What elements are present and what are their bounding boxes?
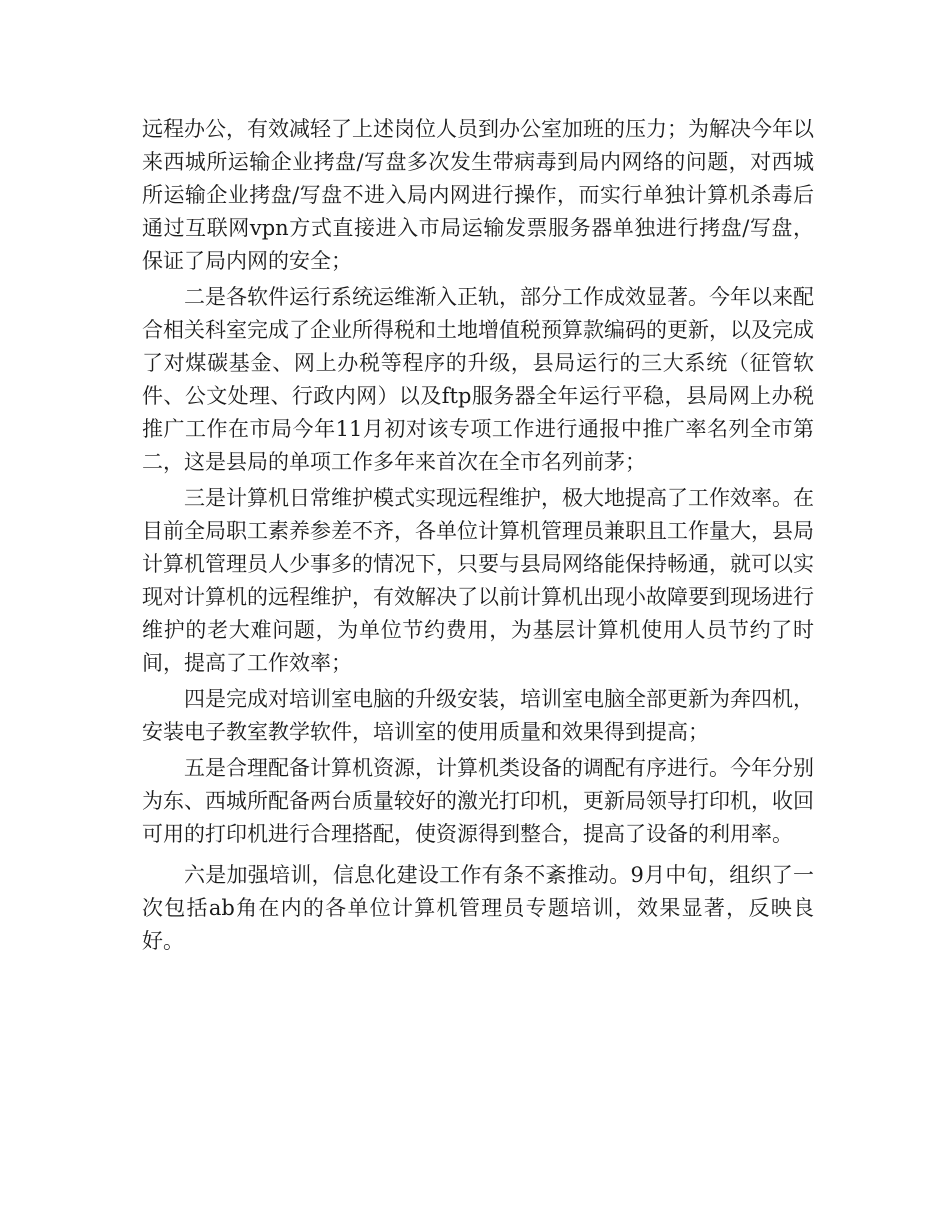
paragraph-training: 六是加强培训，信息化建设工作有条不紊推动。9月中旬，组织了一次包括ab角在内的各单位计算机管理员专题培训，效果显著，反映良好。 xyxy=(142,863,814,953)
paragraph-training-room: 四是完成对培训室电脑的升级安装，培训室电脑全部更新为奔四机，安装电子教室教学软件，培训室的使用质量和效果得到提高； xyxy=(142,687,814,744)
paragraph-remote-office: 远程办公，有效减轻了上述岗位人员到办公室加班的压力；为解决今年以来西城所运输企业拷盘/写盘多次发生带病毒到局内网络的问题，对西城所运输企业拷盘/写盘不进入局内网进行操作，而实行单独计算机杀毒后通过互联网vpn方式直接进入市局运输发票服务器单独进行拷盘/写盘，保证了局内网的安全； xyxy=(142,117,814,273)
paragraph-remote-maintenance: 三是计算机日常维护模式实现远程维护，极大地提高了工作效率。在目前全局职工素养参差不齐，各单位计算机管理员兼职且工作量大，县局计算机管理员人少事多的情况下，只要与县局网络能保持畅通，就可以实现对计算机的远程维护，有效解决了以前计算机出现小故障要到现场进行维护的老大难问题，为单位节约费用，为基层计算机使用人员节约了时间，提高了工作效率； xyxy=(142,486,814,675)
paragraph-computer-resources: 五是合理配备计算机资源，计算机类设备的调配有序进行。今年分别为东、西城所配备两台质量较好的激光打印机，更新局领导打印机，收回可用的打印机进行合理搭配，使资源得到整合，提高了设备的利用率。 xyxy=(142,756,814,846)
document-body xyxy=(142,113,814,958)
paragraph-software-systems: 二是各软件运行系统运维渐入正轨，部分工作成效显著。今年以来配合相关科室完成了企业所得税和土地增值税预算款编码的更新，以及完成了对煤碳基金、网上办税等程序的升级，县局运行的三大系统（征管软件、公文处理、行政内网）以及ftp服务器全年运行平稳，县局网上办税推广工作在市局今年11月初对该专项工作进行通报中推广率名列全市第二，这是县局的单项工作多年来首次在全市名列前茅； xyxy=(142,285,814,474)
